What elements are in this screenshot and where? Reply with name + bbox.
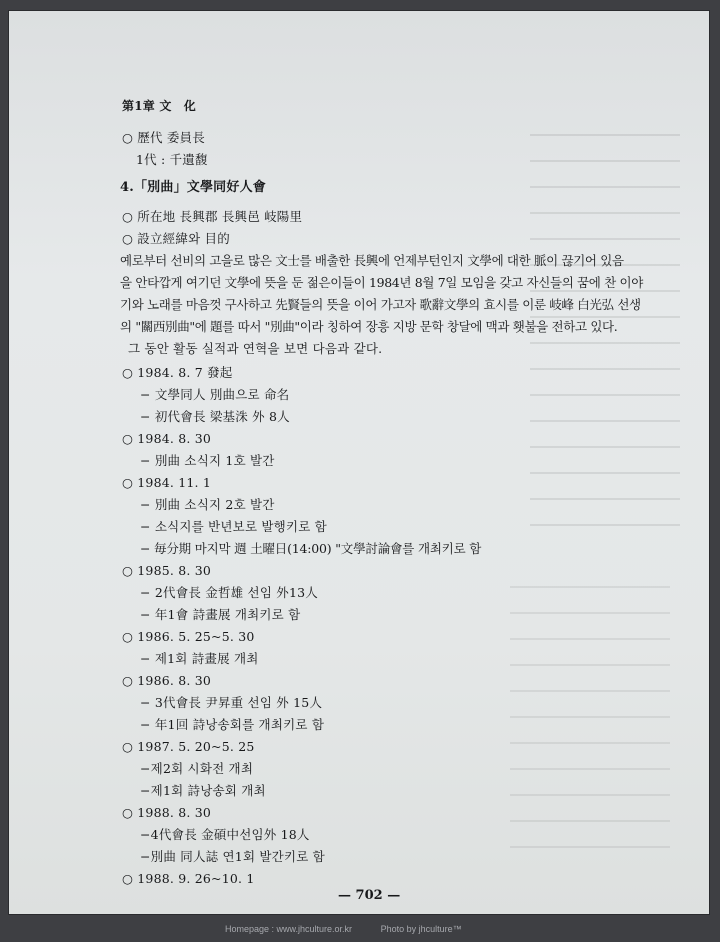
timeline-date: ○ 1988. 8. 30 [122, 805, 212, 820]
timeline-date: ○ 1987. 5. 20~5. 25 [122, 739, 255, 754]
timeline-item: − 別曲 소식지 1호 발간 [140, 453, 275, 468]
timeline-item: − 2代會長 金哲雄 선임 外13人 [140, 585, 318, 600]
timeline-date: ○ 1984. 11. 1 [122, 475, 212, 490]
timeline-date: ○ 1986. 8. 30 [122, 673, 212, 688]
timeline-item: − 年1回 詩낭송회를 개최키로 함 [140, 717, 325, 732]
bleed-through-text [510, 570, 670, 870]
paragraph-line: 을 안타깝게 여기던 文學에 뜻을 둔 젊은이들이 1984년 8월 7일 모임을 갖고 자신들의 꿈에 찬 이야 [120, 275, 643, 290]
timeline-item: − 제1회 詩畫展 개최 [140, 651, 259, 666]
list-item: ○ 所在地 長興郡 長興邑 岐陽里 [122, 209, 303, 224]
timeline-date: ○ 1985. 8. 30 [122, 563, 212, 578]
document-page [8, 10, 710, 915]
timeline-date: ○ 1984. 8. 7 發起 [122, 365, 233, 380]
chapter-header: 第1章 文 化 [122, 99, 196, 113]
timeline-item: − 別曲 소식지 2호 발간 [140, 497, 275, 512]
list-item: 1代 : 千遺馥 [136, 152, 208, 167]
list-item: ○ 歷代 委員長 [122, 130, 205, 145]
timeline-item: −4代會長 金碩中선임外 18人 [140, 827, 310, 842]
page-number: — 702 — [338, 888, 401, 903]
timeline-date: ○ 1988. 9. 26~10. 1 [122, 871, 255, 886]
paragraph-line: 의 "關西別曲"에 題를 따서 "別曲"이라 칭하여 장흥 지방 문학 창달에 맥과 횃불을 전하고 있다. [120, 319, 618, 334]
paragraph-line: 기와 노래를 마음껏 구사하고 先賢들의 뜻을 이어 가고자 歌辭文學의 효시를 이룬 岐峰 白光弘 선생 [120, 297, 641, 312]
paragraph-line: 예로부터 선비의 고을로 많은 文士를 배출한 長興에 언제부턴인지 文學에 대한 脈이 끊기어 있음 [120, 253, 624, 268]
timeline-date: ○ 1986. 5. 25~5. 30 [122, 629, 255, 644]
timeline-item: −제2회 시화전 개최 [140, 761, 254, 776]
list-item: ○ 設立經緯와 目的 [122, 231, 230, 246]
timeline-item: − 毎分期 마지막 週 土曜日(14:00) "文學討論會를 개최키로 함 [140, 541, 482, 556]
paragraph-line: 그 동안 활동 실적과 연혁을 보면 다음과 같다. [128, 341, 383, 356]
timeline-item: −제1회 詩낭송회 개최 [140, 783, 266, 798]
timeline-date: ○ 1984. 8. 30 [122, 431, 212, 446]
timeline-item: −別曲 同人誌 연1회 발간키로 함 [140, 849, 325, 864]
homepage-link[interactable]: Homepage : www.jhculture.or.kr [225, 924, 353, 934]
timeline-item: − 年1會 詩畫展 개최키로 함 [140, 607, 301, 622]
footer-credit [225, 924, 488, 934]
section-heading: 4.「別曲」文學同好人會 [120, 180, 266, 195]
timeline-item: − 3代會長 尹昇重 선임 外 15人 [140, 695, 323, 710]
photo-credit: Photo by jhculture™ [380, 924, 462, 934]
timeline-item: − 初代會長 梁基洙 外 8人 [140, 409, 290, 424]
timeline-item: − 소식지를 반년보로 발행키로 함 [140, 519, 327, 534]
timeline-item: − 文學同人 別曲으로 命名 [140, 387, 290, 402]
